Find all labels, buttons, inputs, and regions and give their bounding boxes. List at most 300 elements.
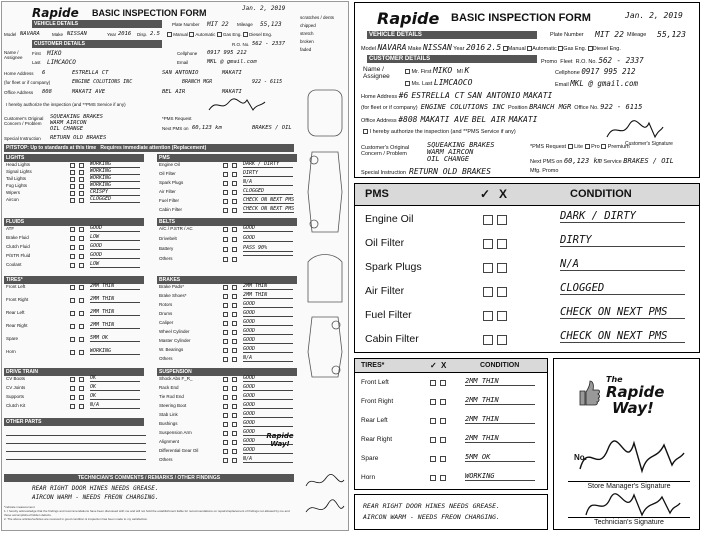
drive-train-row-ok-checkbox[interactable]: [70, 386, 75, 391]
drive-train-row-condition: OK: [90, 393, 140, 400]
zoom-first-label: First: [420, 69, 432, 75]
suspension-row-label: Steering Boot: [159, 403, 187, 408]
pms-small-row-ok-checkbox[interactable]: [223, 181, 228, 186]
zoom-authorize-cb[interactable]: [363, 129, 368, 134]
zoom-authorize-text: I hereby authorize the inspection (and **PMS Service if any): [369, 129, 516, 135]
brakes-row-ok-checkbox[interactable]: [223, 294, 228, 299]
pms-small-row-ok-checkbox[interactable]: [223, 199, 228, 204]
suspension-row-attention-checkbox[interactable]: [232, 449, 237, 454]
tires-title: TIRES*: [6, 277, 23, 283]
zoom-mr-cb[interactable]: [405, 69, 410, 74]
fluids-row-condition: LOW: [90, 234, 140, 241]
zoom-email: MKL @ gmail.com: [570, 79, 639, 88]
suspension-row-label: Rack End: [159, 385, 179, 390]
lights-row-attention-checkbox[interactable]: [79, 191, 84, 196]
belts-row-label: Battery: [159, 246, 174, 251]
zoom-pms-row-ok-checkbox[interactable]: [483, 287, 493, 297]
suspension-row-ok-checkbox[interactable]: [223, 431, 228, 436]
lights-row-ok-checkbox[interactable]: [70, 184, 75, 189]
zoom-tires-row-attention-checkbox[interactable]: [440, 456, 446, 462]
brakes-row: [157, 356, 297, 365]
zoom-fleet-label: Fleet: [560, 59, 573, 65]
tires-row-attention-checkbox[interactable]: [79, 350, 84, 355]
fluids-row-attention-checkbox[interactable]: [79, 254, 84, 259]
brakes-row-attention-checkbox[interactable]: [232, 339, 237, 344]
tires-row-attention-checkbox[interactable]: [79, 285, 84, 290]
zoom-tires-row-ok-checkbox[interactable]: [430, 399, 436, 405]
fluids-row-ok-checkbox[interactable]: [70, 236, 75, 241]
brakes-row-condition: GOOD: [243, 310, 293, 317]
lights-row: [4, 197, 149, 204]
auto-checkbox[interactable]: [189, 32, 194, 37]
zoom-tires-row-label: Spare: [361, 455, 379, 462]
zoom-lite: Lite: [574, 144, 584, 150]
belts-row-ok-checkbox[interactable]: [223, 247, 228, 252]
brakes-row-ok-checkbox[interactable]: [223, 303, 228, 308]
suspension-row-ok-checkbox[interactable]: [223, 422, 228, 427]
zoom-tires-row-ok-checkbox[interactable]: [430, 437, 436, 443]
pms-small-title: PMS: [159, 155, 170, 161]
zoom-pms-row-ok-checkbox[interactable]: [483, 311, 493, 321]
fluids-row-ok-checkbox[interactable]: [70, 227, 75, 232]
zoom-position: BRANCH MGR: [529, 103, 572, 111]
zoom-pms-header: [355, 184, 699, 206]
drive-train-row-ok-checkbox[interactable]: [70, 404, 75, 409]
diesel-label: Diesel Eng.: [249, 32, 273, 37]
pitstop-bar: [4, 144, 294, 152]
zoom-pms-row-condition: DIRTY: [560, 234, 685, 247]
lights-row-ok-checkbox[interactable]: [70, 163, 75, 168]
suspension-row-attention-checkbox[interactable]: [232, 431, 237, 436]
pitstop-label: PITSTOP:: [6, 145, 29, 151]
zoom-office-no2: 808: [403, 115, 418, 124]
zoom-tires-row-condition: 2MM THIN: [465, 434, 535, 443]
office-street: MAKATI AVE: [72, 89, 106, 95]
office-brgy: BEL AIR: [162, 89, 186, 95]
zoom-tires-row-ok-checkbox[interactable]: [430, 418, 436, 424]
disp-label: Disp.: [137, 32, 148, 37]
fluids-row-attention-checkbox[interactable]: [79, 263, 84, 268]
zoom-tires-row-attention-checkbox[interactable]: [440, 380, 446, 386]
zoom-gas-label: Gas Eng.: [563, 46, 587, 52]
belts-row-ok-checkbox[interactable]: [223, 227, 228, 232]
belts-row-label: Others: [159, 256, 173, 261]
zoom-manual-label: Manual: [507, 46, 526, 52]
pms-small-row-ok-checkbox[interactable]: [223, 190, 228, 195]
lights-row-attention-checkbox[interactable]: [79, 170, 84, 175]
suspension-row-label: Suspension Arm: [159, 430, 192, 435]
home-street: ESTRELLA CT: [72, 70, 109, 76]
brakes-row-attention-checkbox[interactable]: [232, 312, 237, 317]
zoom-tires-row-label: Horn: [361, 474, 376, 481]
fluids-row-condition: GOOD: [90, 225, 140, 232]
pms-small-row-label: Air Filter: [159, 189, 176, 194]
drive-train-row-attention-checkbox[interactable]: [79, 404, 84, 409]
fluids-row-label: Clutch Fluid: [6, 244, 30, 249]
zoom-tires-row: [355, 375, 547, 394]
zoom-customer-bar: CUSTOMER DETAILS: [367, 55, 537, 63]
lights-row-attention-checkbox[interactable]: [79, 198, 84, 203]
lights-row-condition: WORKING: [90, 168, 140, 175]
zoom-office-row: Office Address #808 MAKATI AVE BEL AIR MAKATI: [361, 115, 538, 124]
brakes-row-ok-checkbox[interactable]: [223, 357, 228, 362]
tires-row-attention-checkbox[interactable]: [79, 298, 84, 303]
zoom-pms-row-attention-checkbox[interactable]: [497, 287, 507, 297]
brakes-row-attention-checkbox[interactable]: [232, 285, 237, 290]
brakes-row-ok-checkbox[interactable]: [223, 321, 228, 326]
suspension-row-ok-checkbox[interactable]: [223, 440, 228, 445]
zoom-email-row: [555, 79, 638, 88]
customer-signature: [207, 96, 267, 114]
zoom-email-label: Email: [555, 82, 569, 88]
brakes-row-attention-checkbox[interactable]: [232, 357, 237, 362]
pms-small-row-ok-checkbox[interactable]: [223, 163, 228, 168]
zoom-pms-panel: [354, 183, 700, 353]
belts-row-ok-checkbox[interactable]: [223, 257, 228, 262]
belts-row-condition: GOOD: [243, 235, 293, 242]
diesel-checkbox[interactable]: [243, 32, 248, 37]
suspension-row-attention-checkbox[interactable]: [232, 458, 237, 463]
zoom-premium: Premium: [607, 144, 630, 150]
fluids-row-ok-checkbox[interactable]: [70, 263, 75, 268]
disp-value: 2.5: [150, 31, 160, 37]
brakes-row-attention-checkbox[interactable]: [232, 330, 237, 335]
tires-row-attention-checkbox[interactable]: [79, 324, 84, 329]
fluids-row-condition: LOW: [90, 261, 140, 268]
technician-signature: [582, 487, 682, 521]
legend-item: stretch: [300, 31, 314, 36]
zoom-next-pms: 60,123 km: [563, 157, 602, 165]
belts-row: [157, 256, 297, 266]
zoom-customer-signature: [605, 119, 665, 141]
pms-small-row-attention-checkbox[interactable]: [232, 163, 237, 168]
belts-row-attention-checkbox[interactable]: [232, 247, 237, 252]
tires-row-label: Front Right: [6, 297, 29, 302]
pms-small-row-attention-checkbox[interactable]: [232, 172, 237, 177]
zoom-special-label: Special Instruction: [361, 170, 406, 176]
pms-small-row-attention-checkbox[interactable]: [232, 199, 237, 204]
suspension-row-attention-checkbox[interactable]: [232, 440, 237, 445]
rapide-way-small-text: Rapide: [266, 432, 294, 440]
mileage-value: 55,123: [260, 21, 282, 28]
zoom-mfg-label: Mfg. Promo: [530, 168, 559, 174]
pms-small-row-label: Fuel Filter: [159, 198, 180, 203]
zoom-fleet-note: (for fleet or if company): [361, 105, 418, 111]
lights-row-ok-checkbox[interactable]: [70, 191, 75, 196]
zoom-home-label: Home Address: [361, 94, 398, 100]
zoom-mi: K: [464, 66, 470, 75]
zoom-office-no: 922 - 6115: [600, 103, 643, 111]
lights-row-attention-checkbox[interactable]: [79, 184, 84, 189]
zoom-tires-row-condition: WORKING: [465, 472, 535, 481]
zoom-tires-cross-col: X: [441, 361, 447, 370]
tires-row-ok-checkbox[interactable]: [70, 311, 75, 316]
date-value: Jan. 2, 2019: [242, 5, 286, 12]
damage-legend: [300, 14, 334, 54]
zoom-ms-cb[interactable]: [405, 81, 410, 86]
zoom-pms-row-label: Air Filter: [365, 285, 405, 297]
suspension-row-attention-checkbox[interactable]: [232, 413, 237, 418]
drive-train-row-ok-checkbox[interactable]: [70, 377, 75, 382]
concern-value: SQUEAKING BRAKES WARM AIRCON OIL CHANGE: [50, 114, 103, 132]
tires-row-condition: WORKING: [90, 348, 140, 355]
suspension-row-ok-checkbox[interactable]: [223, 395, 228, 400]
suspension-row-condition: GOOD: [243, 429, 293, 436]
zoom-service-label: Service: [603, 159, 622, 165]
zoom-pms-req: [530, 144, 630, 150]
brakes-list: [157, 284, 297, 365]
brakes-row-attention-checkbox[interactable]: [232, 321, 237, 326]
zoom-pms-row: [355, 256, 699, 280]
suspension-row-attention-checkbox[interactable]: [232, 377, 237, 382]
belts-row-label: A/C / P.STR / AC: [159, 226, 193, 231]
tires-row-ok-checkbox[interactable]: [70, 324, 75, 329]
zoom-premium-cb[interactable]: [601, 144, 606, 149]
suspension-row-condition: GOOD: [243, 393, 293, 400]
brakes-row-label: Wheel Cylinder: [159, 329, 190, 334]
suspension-row-ok-checkbox[interactable]: [223, 458, 228, 463]
zoom-mileage: 55,123: [657, 30, 686, 39]
zoom-tires-row: [355, 413, 547, 432]
suspension-row-attention-checkbox[interactable]: [232, 404, 237, 409]
zoom-pms-row-attention-checkbox[interactable]: [497, 335, 507, 345]
belts-row-condition: PASS 90%: [243, 245, 293, 252]
zoom-pms-row-label: Cabin Filter: [365, 333, 419, 345]
zoom-pro-cb[interactable]: [585, 144, 590, 149]
drive-train-row-attention-checkbox[interactable]: [79, 395, 84, 400]
drive-train-row-attention-checkbox[interactable]: [79, 377, 84, 382]
zoom-tires-row-condition: 2MM THIN: [465, 377, 535, 386]
zoom-tires-row-label: Front Right: [361, 398, 394, 405]
zoom-pms-row-attention-checkbox[interactable]: [497, 215, 507, 225]
pms-small-row-ok-checkbox[interactable]: [223, 208, 228, 213]
belts-row-ok-checkbox[interactable]: [223, 237, 228, 242]
zoom-concern-label: Customer's Original Concern / Problem: [361, 145, 410, 157]
suspension-row-condition: GOOD: [243, 411, 293, 418]
zoom-office-city: MAKATI: [508, 115, 538, 124]
lights-list: [4, 162, 149, 204]
mileage-label: Mileage: [237, 22, 253, 27]
zoom-mi-label: MI: [456, 69, 463, 75]
last-label: Last: [32, 60, 41, 65]
brakes-row-attention-checkbox[interactable]: [232, 303, 237, 308]
zoom-pms-check-col: ✓: [480, 187, 491, 201]
suspension-row-condition: GOOD: [243, 384, 293, 391]
zoom-pms-row-label: Oil Filter: [365, 237, 405, 249]
zoom-tires-row-ok-checkbox[interactable]: [430, 456, 436, 462]
pms-small-row-attention-checkbox[interactable]: [232, 181, 237, 186]
belts-row-attention-checkbox[interactable]: [232, 257, 237, 262]
zoom-pms-row-ok-checkbox[interactable]: [483, 239, 493, 249]
brakes-row-ok-checkbox[interactable]: [223, 339, 228, 344]
legend-item: chipped: [300, 23, 316, 28]
tires-row-ok-checkbox[interactable]: [70, 285, 75, 290]
suspension-row-label: Shock Abs F_R_: [159, 376, 193, 381]
lights-row-attention-checkbox[interactable]: [79, 163, 84, 168]
zoom-pms-req-label: *PMS Request: [530, 144, 567, 150]
zoom-home-street: ESTRELLA CT: [411, 91, 465, 100]
footer-notes: *indicate measurement 1. I hereby acknowledge that the findings and recommendations have been discussed with me and will not hold the establishment liable for recommendations on repairs/replacement of findings not allowed by me and those accomplished hidden defects. 2. The above articles/vehicles are received in good condition & inspection has been made to my satisfaction.: [4, 505, 290, 521]
pms-small-row-condition: DARK / DIRTY: [243, 161, 293, 168]
lights-row-ok-checkbox[interactable]: [70, 170, 75, 175]
pms-request-label: *PMS Request: [162, 116, 192, 121]
suspension-row-attention-checkbox[interactable]: [232, 386, 237, 391]
first-label: First: [32, 51, 41, 56]
zoom-vehicle-row: [361, 43, 621, 52]
drive-train-row-ok-checkbox[interactable]: [70, 395, 75, 400]
zoom-form-title: BASIC INSPECTION FORM: [451, 12, 591, 24]
fluids-row-ok-checkbox[interactable]: [70, 245, 75, 250]
year-label: Year: [107, 32, 117, 37]
vehicle-details-bar: VEHICLE DETAILS: [32, 20, 162, 28]
brakes-row-label: Drums: [159, 311, 173, 316]
pms-small-row-label: Oil Filter: [159, 171, 176, 176]
brakes-row-ok-checkbox[interactable]: [223, 312, 228, 317]
fluids-row-ok-checkbox[interactable]: [70, 254, 75, 259]
lights-row-attention-checkbox[interactable]: [79, 177, 84, 182]
brakes-row-condition: GOOD: [243, 346, 293, 353]
zoom-tires-row-ok-checkbox[interactable]: [430, 380, 436, 386]
fluids-row-label: P/STR Fluid: [6, 253, 31, 258]
up-to-standard-label: Up to standards at this time: [30, 145, 97, 151]
zoom-pms-row-ok-checkbox[interactable]: [483, 335, 493, 345]
tires-row-attention-checkbox[interactable]: [79, 311, 84, 316]
manual-checkbox[interactable]: [167, 32, 172, 37]
brakes-row-attention-checkbox[interactable]: [232, 348, 237, 353]
suspension-row-condition: GOOD: [243, 375, 293, 382]
zoom-special-row: [361, 167, 491, 176]
tires-row-ok-checkbox[interactable]: [70, 298, 75, 303]
zoom-pms-row: [355, 208, 699, 232]
gas-checkbox[interactable]: [217, 32, 222, 37]
suspension-row-ok-checkbox[interactable]: [223, 386, 228, 391]
pms-small-row-label: Engine Oil: [159, 162, 180, 167]
drive-train-row-label: Clutch Kit: [6, 403, 26, 408]
special-value: RETURN OLD BRAKES: [50, 135, 107, 141]
pms-small-row-ok-checkbox[interactable]: [223, 172, 228, 177]
zoom-make: NISSAN: [422, 43, 452, 52]
suspension-row-attention-checkbox[interactable]: [232, 395, 237, 400]
zoom-tires-row-label: Rear Left: [361, 417, 388, 424]
zoom-tires-row-attention-checkbox[interactable]: [440, 475, 446, 481]
lights-row-label: Signal Lights: [6, 169, 32, 174]
zoom-tires-row-attention-checkbox[interactable]: [440, 399, 446, 405]
zoom-pms-row-label: Fuel Filter: [365, 309, 412, 321]
zoom-pms-row-attention-checkbox[interactable]: [497, 311, 507, 321]
zoom-tires-row-attention-checkbox[interactable]: [440, 437, 446, 443]
thumbs-up-icon: [576, 379, 600, 407]
brakes-row-ok-checkbox[interactable]: [223, 330, 228, 335]
tires-row-ok-checkbox[interactable]: [70, 350, 75, 355]
zoom-pms-row-ok-checkbox[interactable]: [483, 215, 493, 225]
rapide-way-the: The: [606, 375, 623, 384]
zoom-tires-row: [355, 432, 547, 451]
customer-details-bar: CUSTOMER DETAILS: [32, 40, 162, 48]
zoom-service: BRAKES / OIL: [623, 157, 674, 165]
fluids-row-attention-checkbox[interactable]: [79, 227, 84, 232]
zoom-diesel-label: Diesel Eng.: [592, 46, 621, 52]
lights-row-condition: CLOGGED: [90, 196, 140, 203]
zoom-pms-row-ok-checkbox[interactable]: [483, 263, 493, 273]
zoom-tires-row-ok-checkbox[interactable]: [430, 475, 436, 481]
model-label: Model: [4, 32, 17, 37]
plate-value: MIT 22: [207, 21, 229, 28]
gas-label: Gas Eng.: [222, 32, 242, 37]
suspension-row-label: Tie Rod End: [159, 394, 184, 399]
belts-row-attention-checkbox[interactable]: [232, 237, 237, 242]
suspension-row-ok-checkbox[interactable]: [223, 404, 228, 409]
pms-small-row-attention-checkbox[interactable]: [232, 208, 237, 213]
zoom-tires-row: [355, 451, 547, 470]
legend-item: faded: [300, 47, 312, 52]
brakes-row-ok-checkbox[interactable]: [223, 348, 228, 353]
tires-row-label: Rear Left: [6, 310, 25, 315]
belts-row-attention-checkbox[interactable]: [232, 227, 237, 232]
zoom-tires-panel: [354, 358, 548, 490]
zoom-pms-row-condition: CLOGGED: [560, 282, 685, 295]
tires-row-ok-checkbox[interactable]: [70, 337, 75, 342]
lights-row-ok-checkbox[interactable]: [70, 198, 75, 203]
drive-train-row-label: Supports: [6, 394, 25, 399]
model-value: NAVARA: [20, 31, 40, 37]
suspension-row-attention-checkbox[interactable]: [232, 422, 237, 427]
suspension-row-ok-checkbox[interactable]: [223, 413, 228, 418]
pms-small-row-label: Spark Plugs: [159, 180, 184, 185]
zoom-lite-cb[interactable]: [568, 144, 573, 149]
zoom-ro-label: R.O. No.: [575, 59, 597, 65]
concern-label: Customer's Original Concern / Problem: [4, 116, 44, 126]
position-value: BRANCH MGR: [182, 79, 213, 85]
pms-small-row-attention-checkbox[interactable]: [232, 190, 237, 195]
suspension-row-ok-checkbox[interactable]: [223, 377, 228, 382]
email-label: Email: [177, 60, 189, 65]
legend-item: scratches / dents: [300, 15, 335, 20]
brakes-row-ok-checkbox[interactable]: [223, 285, 228, 290]
home-city: MAKATI: [222, 70, 242, 76]
brakes-row-attention-checkbox[interactable]: [232, 294, 237, 299]
tires-row-label: Horn: [6, 349, 16, 354]
lights-row-ok-checkbox[interactable]: [70, 177, 75, 182]
suspension-list: [157, 376, 297, 466]
zoom-pms-row-attention-checkbox[interactable]: [497, 239, 507, 249]
belts-row-condition: [243, 255, 293, 256]
zoom-tires-row-condition: 5MM OK: [465, 453, 535, 462]
cellphone-label: Cellphone: [177, 51, 198, 56]
name-label: Name / Assignee: [4, 50, 23, 60]
last-name-value: LIMCAOCO: [47, 59, 76, 66]
suspension-row-ok-checkbox[interactable]: [223, 449, 228, 454]
drive-train-row-attention-checkbox[interactable]: [79, 386, 84, 391]
trans-opts: [167, 32, 272, 37]
plate-label: Plate Number: [172, 22, 200, 27]
email-value: MKL @ gmail.com: [207, 59, 257, 65]
suspension-row-label: Others: [159, 457, 173, 462]
zoom-tires-row-attention-checkbox[interactable]: [440, 418, 446, 424]
zoom-office-no-label: Office No.: [574, 105, 599, 111]
drive-train-row-label: CV Boots: [6, 376, 26, 381]
fluids-row-label: ATF: [6, 226, 15, 231]
tires-row-attention-checkbox[interactable]: [79, 337, 84, 342]
drive-train-list: [4, 376, 149, 412]
make-value: NISSAN: [67, 31, 87, 37]
zoom-pms-row: [355, 232, 699, 256]
zoom-position-label: Position: [507, 105, 528, 111]
zoom-pms-row-attention-checkbox[interactable]: [497, 263, 507, 273]
zoom-tires-row-label: Front Left: [361, 379, 389, 386]
fluids-row-attention-checkbox[interactable]: [79, 236, 84, 241]
fluids-row-attention-checkbox[interactable]: [79, 245, 84, 250]
zoom-pms-title: PMS: [365, 188, 389, 200]
